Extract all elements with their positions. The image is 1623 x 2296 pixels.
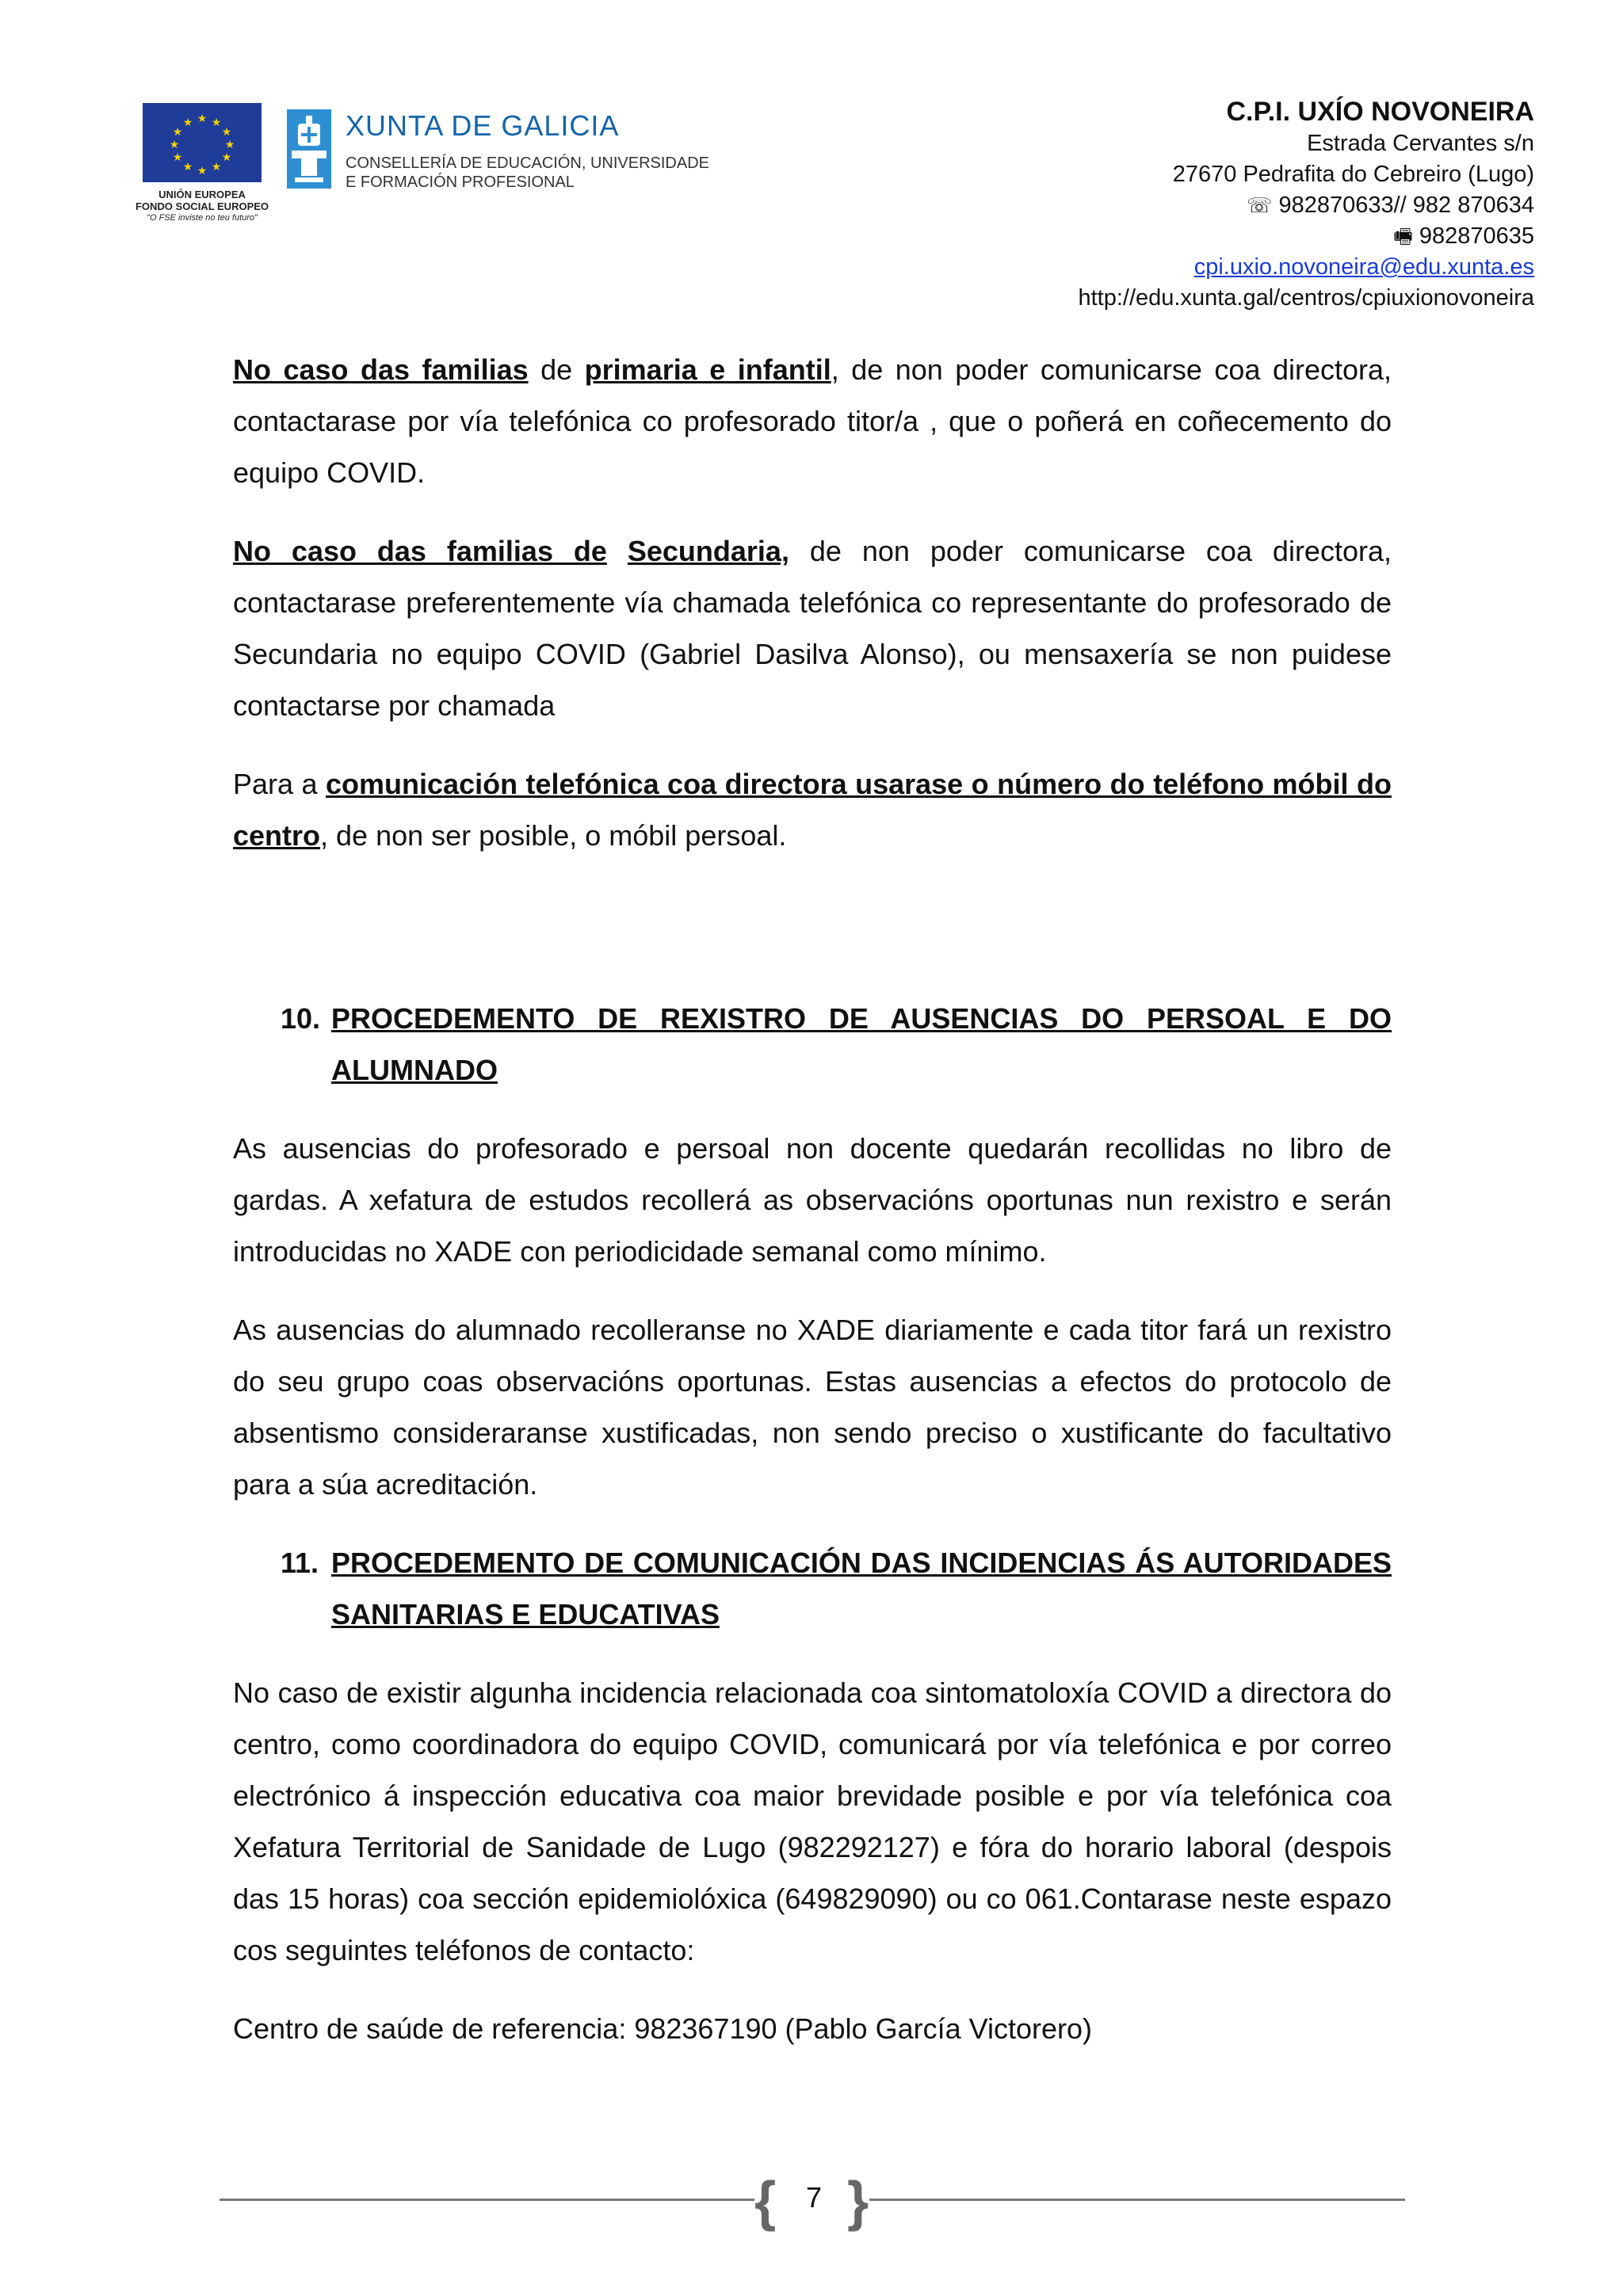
xunta-title: XUNTA DE GALICIA [346, 109, 620, 142]
address-line-2: 27670 Pedrafita do Cebreiro (Lugo) [1172, 162, 1534, 187]
phone-icon: ☏ [1246, 193, 1273, 217]
svg-text:★: ★ [169, 139, 180, 151]
fax-number: 982870635 [1419, 223, 1534, 249]
text-run: Para a [233, 768, 327, 800]
footer-bracket-right: } [847, 2170, 869, 2232]
xunta-subtitle [346, 154, 709, 192]
phone-numbers: 982870633// 982 870634 [1278, 193, 1534, 218]
fax-icon: 🖷 [1393, 224, 1413, 248]
paragraph-phone-communication [233, 758, 1392, 861]
document-body [233, 344, 1392, 2081]
eu-line-1: UNIÓN EUROPEA [158, 189, 246, 200]
address-line-1: Estrada Cervantes s/n [1307, 131, 1534, 156]
emphasis: No caso das familias [233, 353, 529, 386]
paragraph-primary-families [233, 344, 1392, 498]
text-run: de [528, 353, 585, 386]
paragraph-incident-communication: No caso de existir algunha incidencia relacionada coa sintomatoloxía COVID a directora do centro, como coordinadora do equipo COVID, comunicará por vía telefónica e por correo electrónico á inspección educativa coa maior brevidade posible e por vía telefónica coa Xefatura Territorial de Sanidade de Lugo (982292127) e fóra do horario laboral (despois das 15 horas) coa sección epidemiolóxica (649829090) ou co 061.Contarase neste espazo cos seguintes teléfonos de contacto: [233, 1676, 1392, 1966]
page-footer [220, 2167, 1405, 2235]
text-run: de non poder comunicarse coa directora, contactarase preferentemente vía chamada telefónica co representante do profesorado de Secundaria no equipo COVID (Gabriel Dasilva Alonso), ou mensaxería se non puidese contactarse por chamada [233, 535, 1392, 722]
footer-bracket-left: { [754, 2170, 777, 2232]
emphasis: Secundaria, [627, 535, 789, 567]
paragraph-secondary-families [233, 525, 1392, 731]
eu-logo-text [123, 189, 281, 224]
svg-text:★: ★ [221, 151, 232, 164]
footer-rule-right [869, 2199, 1405, 2201]
section-title: PROCEDEMENTO DE COMUNICACIÓN DAS INCIDENCIAS ÁS AUTORIDADES SANITARIAS E EDUCATIVAS [331, 1547, 1392, 1630]
header-logos [135, 101, 713, 228]
svg-text:★: ★ [224, 139, 235, 151]
phone-line [1078, 190, 1534, 221]
section-number: 10. [281, 1002, 321, 1035]
emphasis: comunicación telefónica coa directora usarase o número do teléfono móbil do centro [233, 768, 1392, 852]
section-heading-10 [233, 993, 1392, 1096]
email-line [1078, 252, 1534, 283]
svg-text:★: ★ [197, 165, 208, 177]
school-header [1078, 95, 1534, 314]
svg-text:★: ★ [182, 116, 193, 129]
xunta-subtitle-line-2: E FORMACIÓN PROFESIONAL [346, 174, 575, 191]
email-link[interactable]: cpi.uxio.novoneira@edu.xunta.es [1193, 254, 1534, 280]
paragraph-student-absences: As ausencias do alumnado recolleranse no XADE diariamente e cada titor fará un rexistro do seu grupo coas observacións oportunas. Estas ausencias a efectos do protocolo de absentismo consideraranse xustificadas, non sendo preciso o xustificante do facultativo para a súa acreditación. [233, 1314, 1392, 1501]
text-run: , de non poder comunicarse coa directora, contactarase por vía telefónica co profesorado titor/a , que o poñerá en coñecemento do equipo COVID. [233, 353, 1392, 489]
eu-flag-logo [143, 103, 262, 182]
svg-text:★: ★ [172, 151, 183, 164]
section-number: 11. [281, 1547, 319, 1579]
svg-text:★: ★ [182, 161, 193, 174]
svg-text:★: ★ [197, 113, 208, 125]
emphasis: No caso das familias de [233, 535, 607, 567]
eu-motto: "O FSE inviste no teu futuro" [147, 213, 258, 223]
xunta-subtitle-line-1: CONSELLERÍA DE EDUCACIÓN, UNIVERSIDADE [346, 154, 709, 172]
eu-line-2: FONDO SOCIAL EUROPEO [135, 200, 269, 212]
svg-text:★: ★ [221, 126, 232, 139]
svg-text:★: ★ [211, 161, 222, 174]
paragraph-health-centre: Centro de saúde de referencia: 982367190 (Pablo García Victorero) [233, 2012, 1093, 2045]
school-name: C.P.I. UXÍO NOVONEIRA [1226, 97, 1534, 127]
footer-rule-left [220, 2199, 754, 2201]
svg-text:★: ★ [211, 116, 222, 129]
emphasis: primaria e infantil [584, 353, 831, 386]
section-heading-11 [233, 1537, 1392, 1640]
section-spacer [233, 888, 1392, 993]
fax-line [1078, 221, 1534, 252]
website-url: http://edu.xunta.gal/centros/cpiuxionovoneira [1078, 285, 1534, 311]
text-run: , de non ser posible, o móbil persoal. [320, 819, 787, 852]
text-run [607, 535, 628, 567]
xunta-emblem-logo [287, 109, 331, 189]
page-number: 7 [805, 2181, 823, 2214]
paragraph-staff-absences: As ausencias do profesorado e persoal non docente quedarán recollidas no libro de gardas. A xefatura de estudos recollerá as observacións oportunas nun rexistro e serán introducidas no XADE con periodicidade semanal como mínimo. [233, 1132, 1392, 1268]
section-title: PROCEDEMENTO DE REXISTRO DE AUSENCIAS DO PERSOAL E DO ALUMNADO [331, 1002, 1392, 1086]
svg-text:★: ★ [172, 126, 183, 139]
